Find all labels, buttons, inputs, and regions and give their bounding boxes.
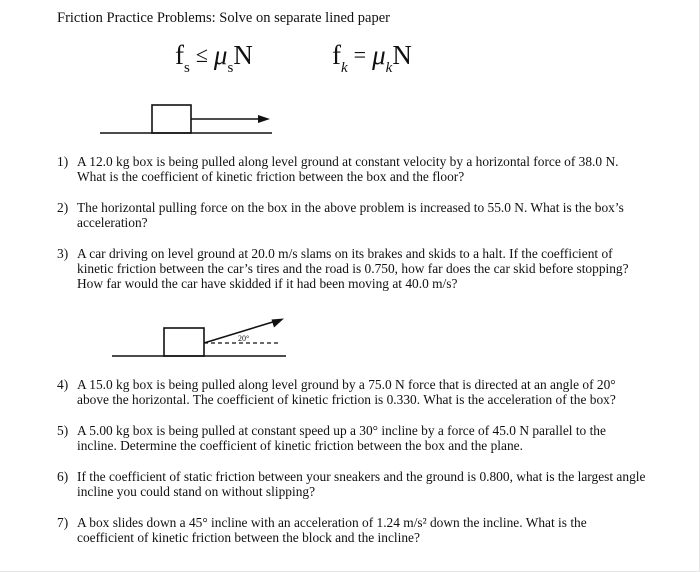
problem-number: 3) bbox=[57, 246, 69, 261]
problem-7 bbox=[57, 515, 647, 545]
problem-1 bbox=[57, 154, 647, 184]
kinetic-f-subscript: k bbox=[341, 60, 348, 76]
problem-text: A 12.0 kg box is being pulled along level ground at constant velocity by a horizontal force of 38.0 N. What is the coefficient of kinetic friction between the box and the floor? bbox=[77, 154, 619, 185]
problem-number: 4) bbox=[57, 377, 69, 392]
problem-number: 1) bbox=[57, 154, 69, 169]
problem-text: A 5.00 kg box is being pulled at constant speed up a 30° incline by a force of 45.0 N parallel to the incline. Determine the coefficient of kinetic friction between the box and the plane. bbox=[77, 423, 606, 454]
page-title: Friction Practice Problems: Solve on separate lined paper bbox=[57, 10, 391, 26]
static-f-symbol: f bbox=[175, 40, 184, 70]
static-normal-symbol: N bbox=[233, 40, 253, 70]
kinetic-friction-formula bbox=[332, 40, 412, 76]
static-relation: ≤ bbox=[195, 42, 208, 67]
problem-3 bbox=[57, 246, 647, 292]
angle-label: 20° bbox=[238, 334, 250, 343]
problem-number: 5) bbox=[57, 423, 69, 438]
force-arrowhead bbox=[258, 115, 270, 123]
static-mu-symbol: μ bbox=[213, 40, 228, 70]
problem-text: A car driving on level ground at 20.0 m/s slams on its brakes and skids to a halt. If the coefficient of kinetic friction between the car’s tires and the road is 0.750, how far does the car skid before stopping? How far would the car have skidded if it had been moving at 40.0 m/s? bbox=[77, 246, 629, 292]
problem-4 bbox=[57, 377, 647, 407]
box bbox=[164, 328, 204, 356]
problem-2 bbox=[57, 200, 647, 230]
kinetic-normal-symbol: N bbox=[392, 40, 412, 70]
problem-number: 7) bbox=[57, 515, 69, 530]
figure-angled-pull bbox=[112, 312, 292, 362]
static-f-subscript: s bbox=[184, 60, 190, 76]
kinetic-mu-subscript: k bbox=[385, 60, 393, 76]
problem-text: If the coefficient of static friction between your sneakers and the ground is 0.800, what is the largest angle incline you could stand on without slipping? bbox=[77, 469, 646, 500]
problem-text: A box slides down a 45° incline with an acceleration of 1.24 m/s² down the incline. What is the coefficient of kinetic friction between the block and the incline? bbox=[77, 515, 587, 546]
figure-horizontal-pull bbox=[100, 98, 280, 138]
problem-text: The horizontal pulling force on the box in the above problem is increased to 55.0 N. What is the box’s acceleration? bbox=[77, 200, 624, 231]
problem-number: 6) bbox=[57, 469, 69, 484]
kinetic-relation: = bbox=[353, 42, 367, 67]
kinetic-mu-symbol: μ bbox=[372, 40, 386, 70]
problem-text: A 15.0 kg box is being pulled along level ground by a 75.0 N force that is directed at an angle of 20° above the horizontal. The coefficient of kinetic friction is 0.330. What is the acceleration of the box? bbox=[77, 377, 616, 408]
kinetic-f-symbol: f bbox=[332, 40, 341, 70]
problem-5 bbox=[57, 423, 647, 453]
box bbox=[152, 105, 191, 133]
problem-6 bbox=[57, 469, 647, 499]
static-friction-formula bbox=[175, 40, 253, 76]
static-mu-subscript: s bbox=[227, 60, 234, 76]
force-arrowhead bbox=[272, 319, 285, 328]
problem-number: 2) bbox=[57, 200, 69, 215]
